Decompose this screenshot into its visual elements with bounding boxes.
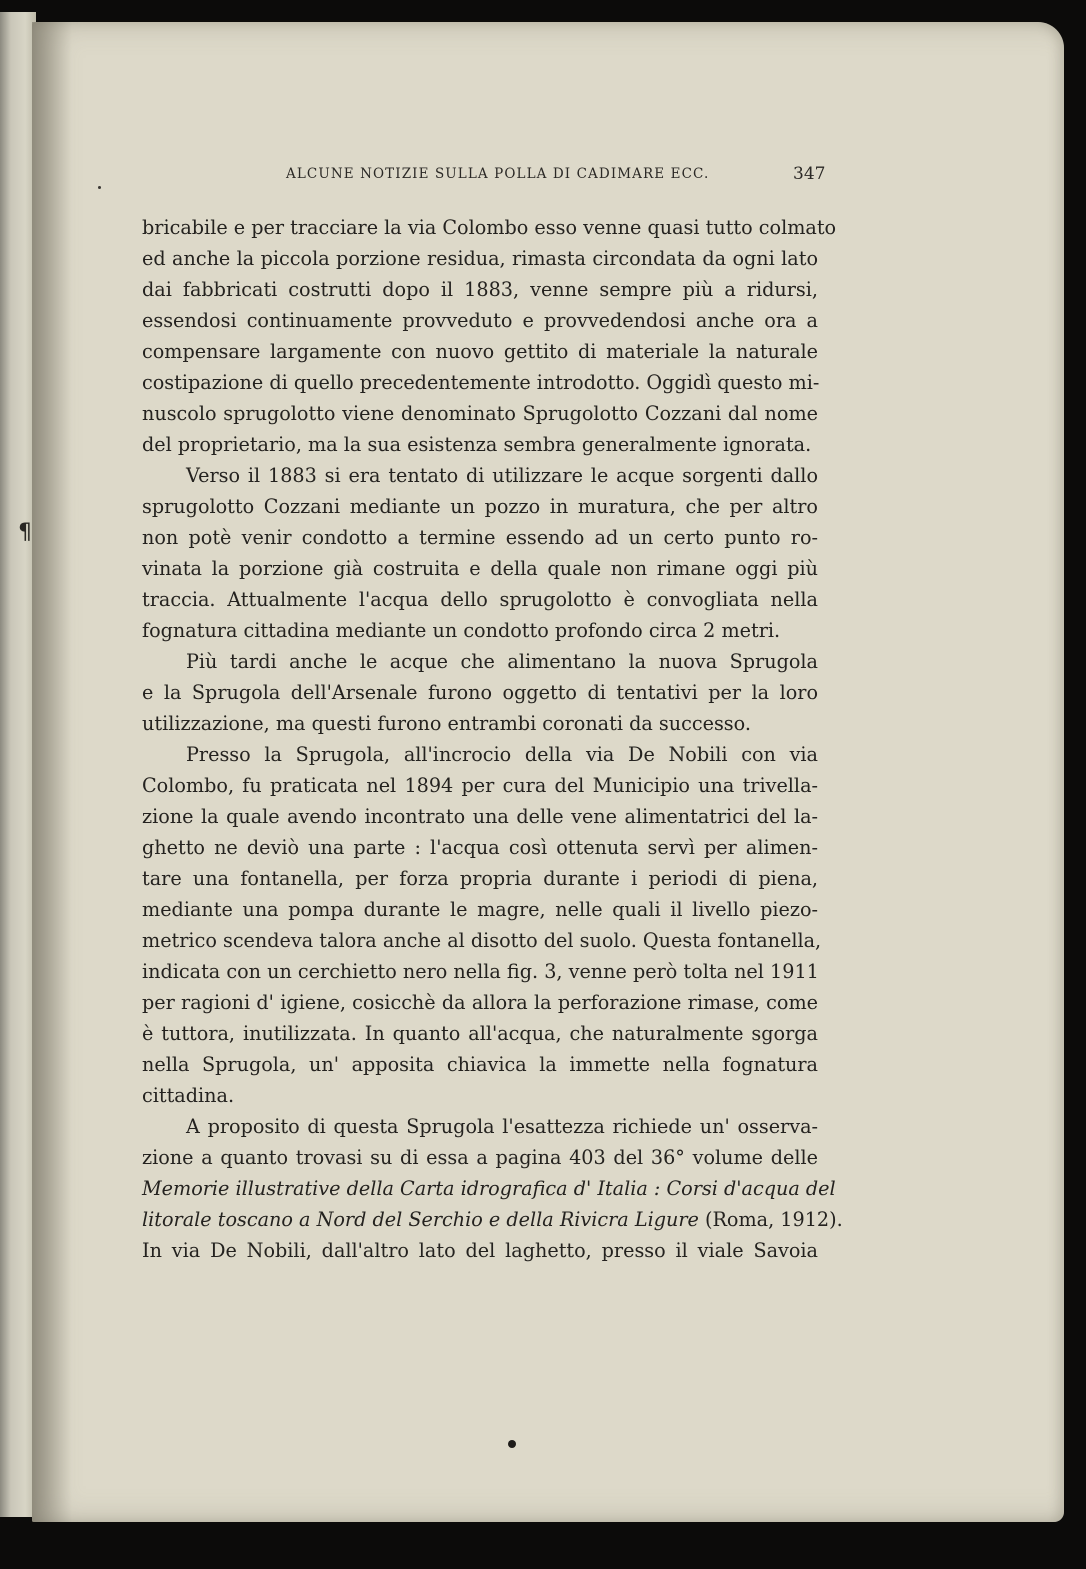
text-line: vinata la porzione già costruita e della quale non rimane oggi più (142, 557, 818, 580)
text-line: del proprietario, ma la sua esistenza sembra generalmente ignorata. (142, 433, 812, 456)
citation-title-line: Memorie illustrative della Carta idrografica d' Italia : Corsi d'acqua del (142, 1177, 836, 1200)
paragraph-2 (142, 460, 818, 646)
text-line: sprugolotto Cozzani mediante un pozzo in muratura, che per altro (142, 495, 818, 518)
body-text (142, 212, 843, 1266)
text-line: Presso la Sprugola, all'incrocio della via De Nobili con via (186, 743, 818, 766)
page-dot (508, 1440, 516, 1448)
paragraph-5 (142, 1111, 843, 1266)
text-line: Colombo, fu praticata nel 1894 per cura del Municipio una trivella- (142, 774, 818, 797)
text-line: tare una fontanella, per forza propria durante i periodi di piena, (142, 867, 818, 890)
text-line: non potè venir condotto a termine essendo ad un certo punto ro- (142, 526, 818, 549)
text-line: bricabile e per tracciare la via Colombo esso venne quasi tutto colmato (142, 216, 837, 239)
text-line: mediante una pompa durante le magre, nelle quali il livello piezo- (142, 898, 818, 921)
citation-title-italic: litorale toscano a Nord del Serchio e della Rivicra Ligure (142, 1208, 699, 1231)
text-line: ghetto ne deviò una parte : l'acqua così ottenuta servì per alimen- (142, 836, 818, 859)
text-line: Verso il 1883 si era tentato di utilizzare le acque sorgenti dallo (186, 464, 818, 487)
text-line: nuscolo sprugolotto viene denominato Sprugolotto Cozzani dal nome (142, 402, 818, 425)
text-line: essendosi continuamente provveduto e provvedendosi anche ora a (142, 309, 818, 332)
text-line: e la Sprugola dell'Arsenale furono oggetto di tentativi per la loro (142, 681, 818, 704)
text-line: utilizzazione, ma questi furono entrambi coronati da successo. (142, 712, 751, 735)
text-line: indicata con un cerchietto nero nella fig. 3, venne però tolta nel 1911 (142, 960, 819, 983)
citation-publisher: (Roma, 1912). (698, 1208, 843, 1231)
running-head: ALCUNE NOTIZIE SULLA POLLA DI CADIMARE ECC. (286, 166, 710, 182)
citation-line (142, 1204, 843, 1235)
gutter-shadow (32, 22, 72, 1522)
text-line: cittadina. (142, 1084, 235, 1107)
paper-speck (98, 186, 101, 189)
adjacent-page-edge (0, 12, 36, 1517)
text-line: compensare largamente con nuovo gettito di materiale la naturale (142, 340, 818, 363)
text-line: costipazione di quello precedentemente introdotto. Oggidì questo mi- (142, 371, 820, 394)
text-line: è tuttora, inutilizzata. In quanto all'acqua, che naturalmente sgorga (142, 1022, 818, 1045)
text-line: dai fabbricati costrutti dopo il 1883, venne sempre più a ridursi, (142, 278, 818, 301)
text-line: fognatura cittadina mediante un condotto profondo circa 2 metri. (142, 619, 781, 642)
text-line: per ragioni d' igiene, cosicchè da allora la perforazione rimase, come (142, 991, 818, 1014)
text-line: ed anche la piccola porzione residua, rimasta circondata da ogni lato (142, 247, 818, 270)
text-line: Più tardi anche le acque che alimentano la nuova Sprugola (186, 650, 818, 673)
text-line: In via De Nobili, dall'altro lato del laghetto, presso il viale Savoia (142, 1239, 818, 1262)
text-line: metrico scendeva talora anche al disotto del suolo. Questa fontanella, (142, 929, 822, 952)
page-number: 347 (793, 164, 826, 184)
paragraph-1 (142, 212, 837, 460)
text-line: zione a quanto trovasi su di essa a pagina 403 del 36° volume delle (142, 1146, 818, 1169)
margin-mark: ¶ (18, 520, 32, 545)
paragraph-3 (142, 646, 818, 739)
text-line: zione la quale avendo incontrato una delle vene alimentatrici del la- (142, 805, 818, 828)
text-line: traccia. Attualmente l'acqua dello sprugolotto è convogliata nella (142, 588, 818, 611)
text-line: A proposito di questa Sprugola l'esattezza richiede un' osserva- (186, 1115, 818, 1138)
paragraph-4 (142, 739, 822, 1111)
text-line: nella Sprugola, un' apposita chiavica la immette nella fognatura (142, 1053, 818, 1076)
